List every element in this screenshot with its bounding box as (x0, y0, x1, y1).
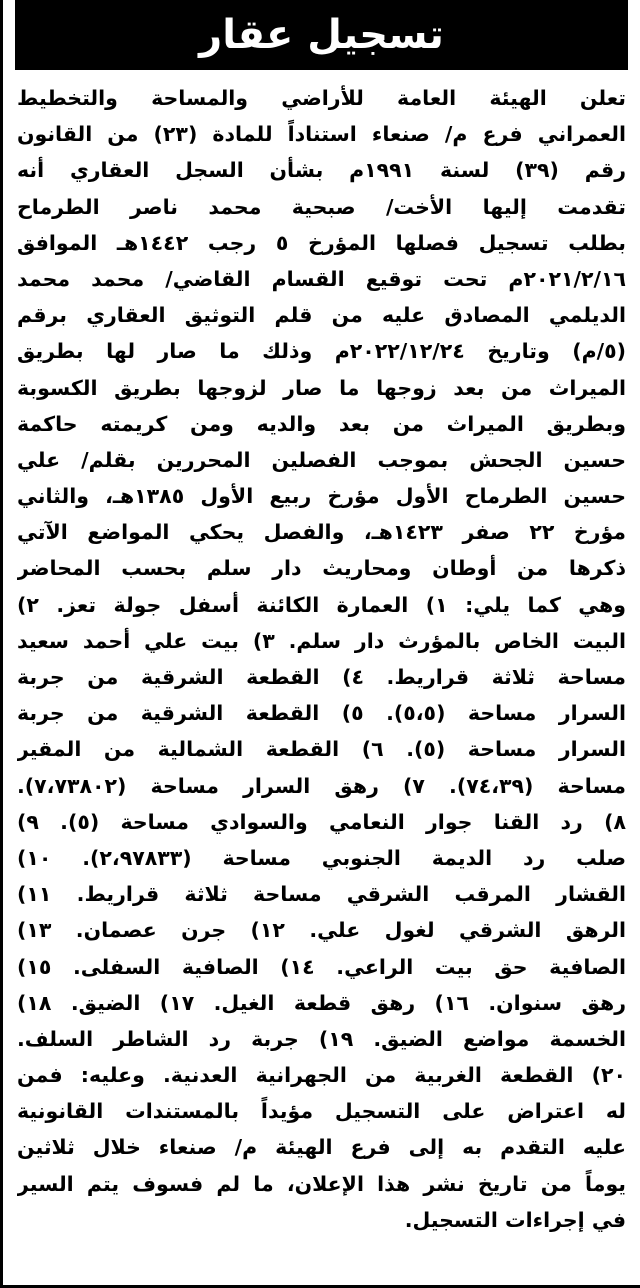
notice-line: تقدمت إليها الأخت/ صبحية محمد ناصر الطرماح (17, 194, 626, 219)
notice-line: صلب رد الديمة الجنوبي مساحة (٢،٩٧٨٣٣). ١٠) (17, 845, 626, 870)
notice-line: عليه التقدم به إلى فرع الهيئة م/ صنعاء خلال ثلاثين (17, 1135, 626, 1160)
notice-line: القشار المرقب الشرقي مساحة ثلاثة قراريط. ١١) (17, 882, 626, 907)
notice-title: تسجيل عقار (15, 0, 628, 70)
notice-line: العمراني فرع م/ صنعاء استناداً للمادة (٢٣) من القانون (17, 122, 626, 147)
notice-line: السرار مساحة (٥،٥). ٥) القطعة الشرقية من جربة (17, 701, 626, 726)
notice-line: الخسمة مواضع الضيق. ١٩) جربة رد الشاطر السلف. (17, 1026, 626, 1051)
notice-line: ٨) رد القنا جوار النعامي والسوادي مساحة (٥). ٩) (17, 809, 626, 834)
notice-line: مؤرخ ٢٢ صفر ١٤٢٣هـ، والفصل يحكي المواضع الآتي (17, 520, 626, 545)
notice-line: حسين الطرماح الأول مؤرخ ربيع الأول ١٣٨٥هـ، والثاني (17, 484, 626, 509)
notice-line: رهق سنوان. ١٦) رهق قطعة الغيل. ١٧) الضيق. ١٨) (17, 990, 626, 1015)
notice-line: حسين الجحش بموجب الفصلين المحررين بقلم/ علي (17, 447, 626, 472)
notice-line: مساحة (٧٤،٣٩). ٧) رهق السرار مساحة (٧،٧٣٨٠٢). (17, 773, 626, 798)
notice-line: وهي كما يلي: ١) العمارة الكائنة أسفل جولة تعز. ٢) (17, 592, 626, 617)
notice-line: بطلب تسجيل فصلها المؤرخ ٥ رجب ١٤٤٢هـ الموافق (17, 230, 626, 255)
notice-line: رقم (٣٩) لسنة ١٩٩١م بشأن السجل العقاري أنه (17, 158, 626, 183)
notice-line: الصافية حق بيت الراعي. ١٤) الصافية السفلى. ١٥) (17, 954, 626, 979)
notice-line: (٥/م) وتاريخ ٢٠٢٢/١٢/٢٤م وذلك ما صار لها بطريق (17, 339, 626, 364)
notice-line: له اعتراض على التسجيل مؤيداً بالمستندات القانونية (17, 1099, 626, 1124)
notice-line: الرهق الشرقي لغول علي. ١٢) جرن عصمان. ١٣) (17, 918, 626, 943)
notice-line: تعلن الهيئة العامة للأراضي والمساحة والتخطيط (17, 86, 626, 110)
notice-line: ذكرها من أوطان ومحاريث دار سلم بحسب المحاضر (17, 556, 626, 581)
notice-line: الديلمي المصادق عليه من قلم التوثيق العقاري برقم (17, 303, 626, 328)
notice-line: في إجراءات التسجيل. (404, 1207, 626, 1232)
notice-line: يوماً من تاريخ نشر هذا الإعلان، ما لم فسوف يتم السير (17, 1171, 626, 1196)
notice-line: وبطريق الميراث من بعد والديه ومن كريمته حاكمة (17, 411, 626, 436)
notice-line: البيت الخاص بالمؤرث دار سلم. ٣) بيت علي أحمد سعيد (17, 628, 626, 653)
notice-line: ٢٠٢١/٢/١٦م تحت توقيع القسام القاضي/ محمد محمد (17, 266, 626, 291)
notice-line: مساحة ثلاثة قراريط. ٤) القطعة الشرقية من جربة (17, 665, 626, 689)
notice-line: السرار مساحة (٥). ٦) القطعة الشمالية من المقير (17, 737, 626, 762)
notice-body (17, 80, 626, 1270)
notice-line: ٢٠) القطعة الغربية من الجهرانية العدنية. وعليه: فمن (17, 1063, 626, 1088)
notice-line: الميراث من بعد زوجها ما صار لزوجها بطريق الكسوبة (17, 375, 626, 400)
